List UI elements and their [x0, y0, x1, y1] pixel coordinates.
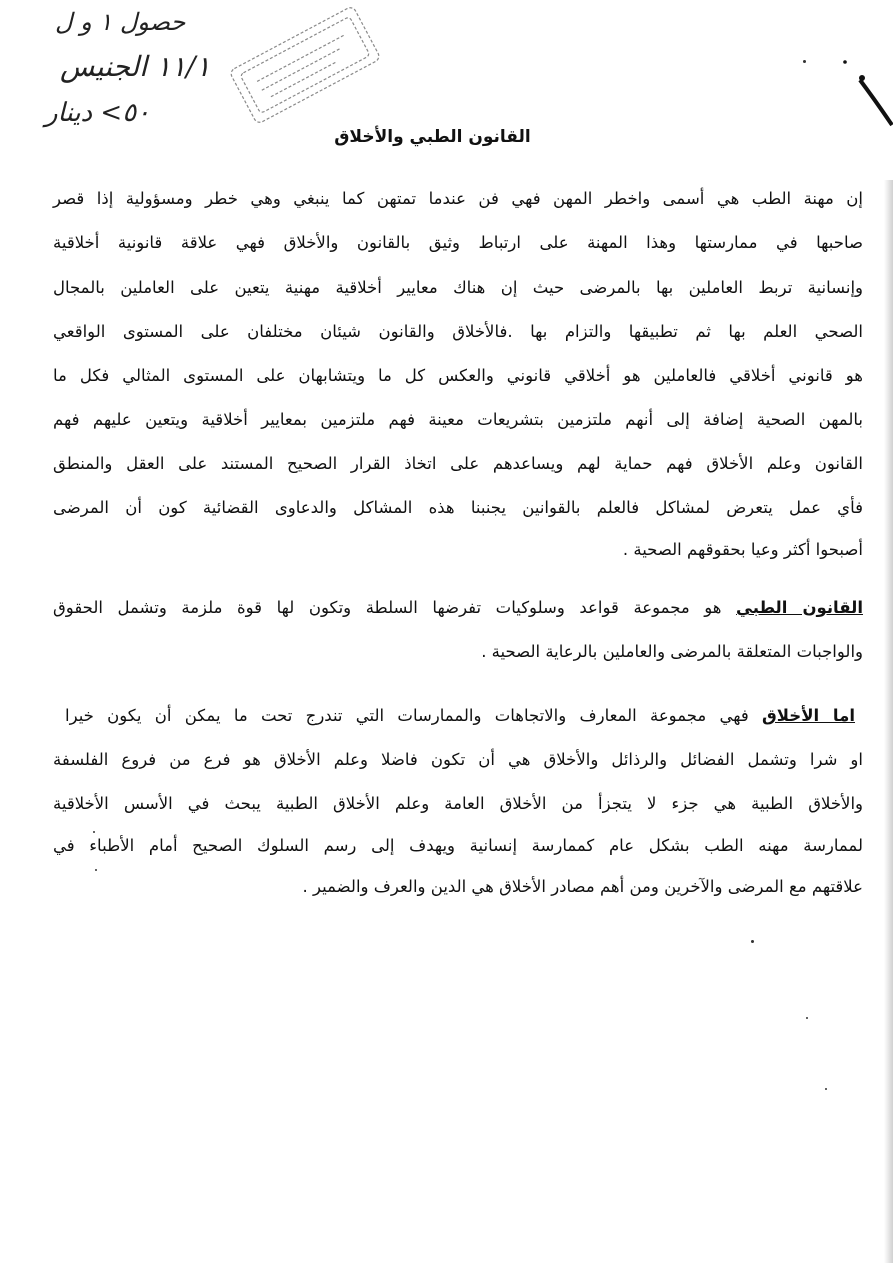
- scan-speck: [803, 60, 806, 63]
- paragraph-1-line: بالمهن الصحية إضافة إلى أنهم ملتزمين بتشريعات معينة فهم ملتزمين بمعايير أخلاقية ويتعين عليهم فهم: [53, 410, 863, 429]
- handwritten-note-2: ١١/١ الجنيس: [60, 50, 211, 83]
- scan-edge-shadow: [884, 180, 893, 1263]
- paragraph-3-line: [65, 705, 855, 727]
- document-title: القانون الطبي والأخلاق: [334, 127, 531, 147]
- scan-speck: [751, 940, 754, 943]
- handwritten-note-3: ٥٠> دينار: [45, 98, 151, 128]
- paragraph-1-line: الصحي العلم بها ثم تطبيقها والتزام بها .فالأخلاق والقانون شيئان مختلفان على المستوى الواقعي: [53, 322, 863, 341]
- paragraph-2-line: [53, 597, 863, 619]
- scan-speck: [93, 831, 95, 833]
- paragraph-1-line: صاحبها في ممارستها وهذا المهنة على ارتباط وثيق بالقانون والأخلاق فهي علاقة قانونية أخلاقية: [53, 233, 863, 252]
- paragraph-1-line: وإنسانية تربط العاملين بها بالمرضى حيث إن هناك معايير أخلاقية مهنية يتعين على العاملين بالمجال: [53, 278, 863, 297]
- paragraph-1-line: أصبحوا أكثر وعيا بحقوقهم الصحية .: [622, 540, 863, 559]
- paragraph-3-line: والأخلاق الطبية هي جزء لا يتجزأ من الأخلاق العامة وعلم الأخلاق الطبية يبحث في الأسس الأخلاقية: [53, 794, 863, 813]
- paragraph-3-line: او شرا وتشمل الفضائل والرذائل والأخلاق هي أن تكون فاضلا وعلم الأخلاق هو فرع من فروع الفلسفة: [53, 750, 863, 769]
- paragraph-1-line: القانون وعلم الأخلاق فهم حماية لهم ويساعدهم على اتخاذ القرار الصحيح المستند على العقل والمنطق: [53, 454, 863, 473]
- term-ethics: اما الأخلاق: [762, 706, 855, 725]
- scan-speck: [825, 1088, 827, 1090]
- paragraph-3-line: لممارسة مهنه الطب بشكل عام كممارسة إنسانية ويهدف إلى رسم السلوك الصحيح أمام الأطباء في: [53, 836, 863, 855]
- faded-stamp: [215, 5, 395, 125]
- handwritten-note-1: حصول ١ و ل: [55, 8, 186, 36]
- paragraph-2-text: هو مجموعة قواعد وسلوكيات تفرضها السلطة وتكون لها قوة ملزمة وتشمل الحقوق: [53, 598, 722, 617]
- scan-speck: [806, 1017, 808, 1019]
- paragraph-2-line: والواجبات المتعلقة بالمرضى والعاملين بالرعاية الصحية .: [481, 642, 863, 661]
- corner-scribble: [840, 40, 893, 130]
- paragraph-1-line: فأي عمل يتعرض لمشاكل فالعلم بالقوانين يجنبنا هذه المشاكل والدعاوى القضائية كون أن المرضى: [53, 498, 863, 517]
- paragraph-1-line: هو قانوني أخلاقي فالعاملين هو أخلاقي قانوني والعكس كل ما ويتشابهان على المستوى المثالي فكل ما: [53, 366, 863, 385]
- paragraph-1-line: إن مهنة الطب هي أسمى واخطر المهن فهي فن عندما تمتهن كما ينبغي وهي خطر ومسؤولية إذا قصر: [53, 189, 863, 208]
- scan-speck: [95, 869, 97, 871]
- term-medical-law: القانون الطبي: [736, 598, 863, 617]
- paragraph-3-line: علاقتهم مع المرضى والآخرين ومن أهم مصادر الأخلاق هي الدين والعرف والضمير .: [302, 877, 863, 896]
- paragraph-3-text: فهي مجموعة المعارف والاتجاهات والممارسات التي تندرج تحت ما يمكن أن يكون خيرا: [65, 706, 749, 725]
